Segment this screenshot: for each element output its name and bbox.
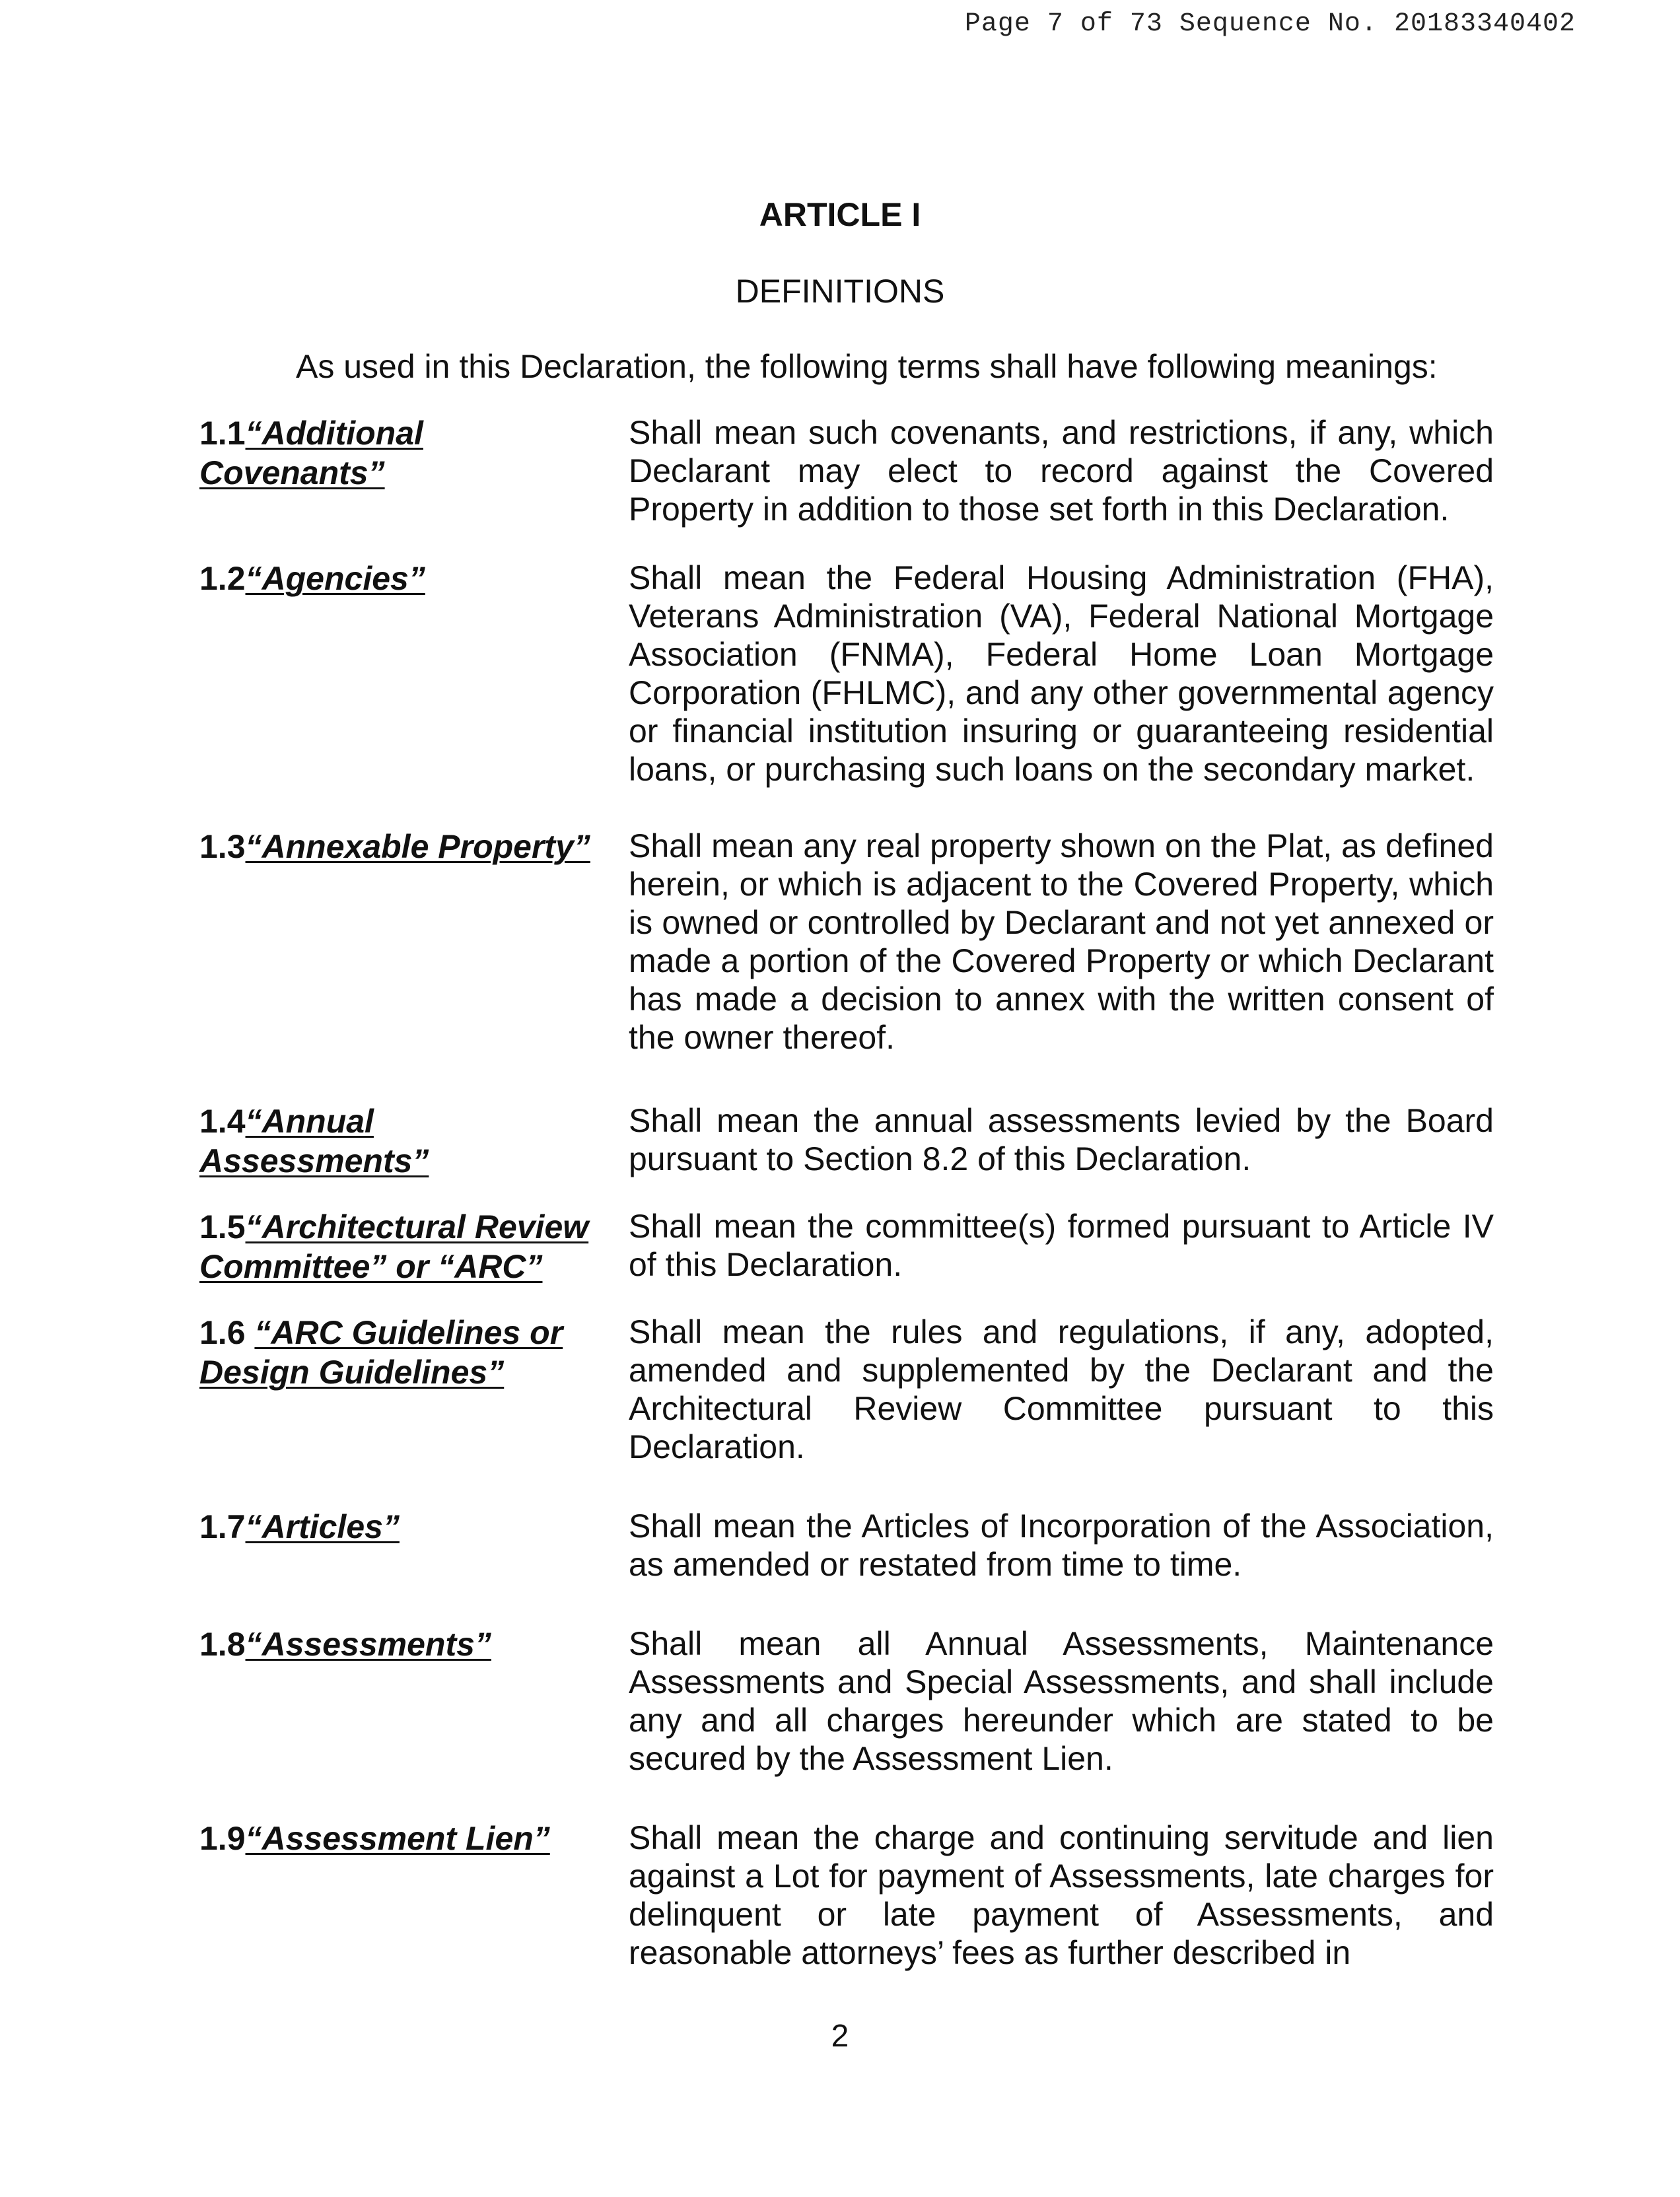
definition-text: Shall mean the Articles of Incorporation of the Association, as amended or restated from time to time. [629, 1508, 1494, 1583]
definition-term-label: “Agencies” [245, 560, 425, 597]
definition-number: 1.5 [199, 1208, 246, 1245]
definition-number: 1.1 [199, 415, 246, 452]
intro-paragraph: As used in this Declaration, the following terms shall have following meanings: [296, 348, 1438, 385]
definition-item [199, 413, 1494, 528]
definition-text: Shall mean such covenants, and restrictions, if any, which Declarant may elect to record against the Covered Property in addition to those set forth in this Declaration. [629, 414, 1494, 528]
definition-term [199, 1207, 622, 1286]
definition-item [199, 1507, 1494, 1584]
definition-term-label: “Annual Assessments” [199, 1103, 429, 1179]
definition-number: 1.8 [199, 1626, 246, 1663]
definition-text: Shall mean the annual assessments levied by the Board pursuant to Section 8.2 of this Declaration. [629, 1102, 1494, 1177]
definition-text: Shall mean any real property shown on the Plat, as defined herein, or which is adjacent to the Covered Property, which is owned or controlled by Declarant and not yet annexed or made a portion of the Covered Property or which Declarant has made a decision to annex with the written consent of the owner thereof. [629, 827, 1494, 1056]
definition-term-label: “ARC Guidelines or Design Guidelines” [199, 1314, 563, 1391]
definition-number: 1.3 [199, 828, 246, 865]
definition-number: 1.9 [199, 1820, 246, 1857]
definition-number: 1.2 [199, 560, 246, 597]
page-header: Page 7 of 73 Sequence No. 20183340402 [964, 9, 1576, 39]
page-number: 2 [831, 2019, 849, 2054]
definition-item [199, 827, 1494, 1057]
definition-item [199, 1624, 1494, 1778]
definition-term [199, 1624, 596, 1664]
definition-term-label: “Assessments” [245, 1626, 491, 1663]
definition-text: Shall mean all Annual Assessments, Maintenance Assessments and Special Assessments, and shall include any and all charges hereunder which are stated to be secured by the Assessment Lien. [629, 1625, 1494, 1777]
definition-term-label: “Articles” [245, 1508, 400, 1545]
definition-term-label: “Annexable Property” [245, 828, 590, 865]
definition-term [199, 413, 596, 493]
definition-text: Shall mean the Federal Housing Administration (FHA), Veterans Administration (VA), Federal National Mortgage Association (FNMA), Federal Home Loan Mortgage Corporation (FHLMC), and any other governmental agency or financial institution insuring or guaranteeing residential loans, or purchasing such loans on the secondary market. [629, 559, 1494, 788]
definition-item [199, 1101, 1494, 1181]
definition-item [199, 1207, 1494, 1286]
definition-term-label: “Architectural Review Committee” or “ARC” [199, 1208, 589, 1285]
article-title: ARTICLE I [759, 196, 921, 233]
definition-term-label: “Additional Covenants” [199, 415, 423, 491]
definitions-list [199, 413, 1494, 1972]
section-title: DEFINITIONS [735, 273, 945, 310]
definition-text: Shall mean the charge and continuing servitude and lien against a Lot for payment of Assessments, late charges for delinquent or late payment of Assessments, and reasonable attorneys’ fees as further described in [629, 1819, 1494, 1971]
definition-term [199, 559, 596, 598]
definition-item [199, 1819, 1494, 1972]
definition-number: 1.4 [199, 1103, 246, 1140]
definition-term [199, 1101, 569, 1181]
definition-term [199, 1819, 596, 1858]
definition-term [199, 1313, 596, 1392]
definition-item [199, 559, 1494, 788]
definition-number: 1.6 [199, 1314, 246, 1351]
definition-term [199, 1507, 596, 1547]
definition-text: Shall mean the committee(s) formed pursuant to Article IV of this Declaration. [629, 1208, 1494, 1283]
definition-term [199, 827, 629, 866]
definition-item [199, 1313, 1494, 1466]
definition-number: 1.7 [199, 1508, 246, 1545]
definition-text: Shall mean the rules and regulations, if any, adopted, amended and supplemented by the Declarant and the Architectural Review Committee pursuant to this Declaration. [629, 1313, 1494, 1465]
definition-term-label: “Assessment Lien” [245, 1820, 550, 1857]
